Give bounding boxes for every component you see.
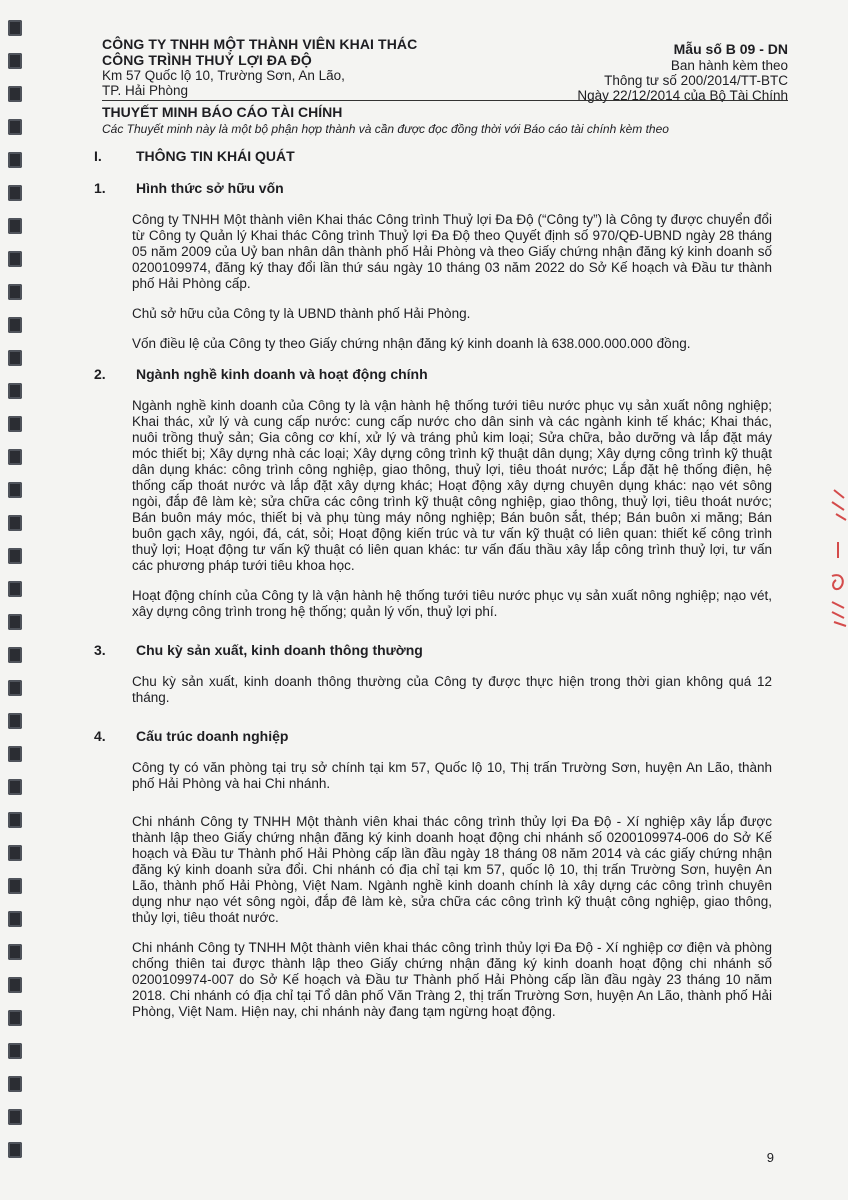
paragraph: Vốn điều lệ của Công ty theo Giấy chứng nhận đăng ký kinh doanh là 638.000.000.000 đồng. bbox=[132, 336, 691, 351]
binding-ring bbox=[8, 647, 22, 663]
subsection-title: Hình thức sở hữu vốn bbox=[136, 180, 284, 196]
binding-ring bbox=[8, 1109, 22, 1125]
company-address-line1: Km 57 Quốc lộ 10, Trường Sơn, An Lão, bbox=[102, 68, 345, 83]
company-name-line1: CÔNG TY TNHH MỘT THÀNH VIÊN KHAI THÁC bbox=[102, 36, 418, 52]
binding-ring bbox=[8, 416, 22, 432]
section-heading-i bbox=[94, 148, 295, 164]
paragraph: Chi nhánh Công ty TNHH Một thành viên khai thác công trình thủy lợi Đa Độ - Xí nghiệp cơ điện và phòng chống thiên tai được thành lập theo Giấy chứng nhận đăng ký kinh doanh hoạt động chi nhánh số 0200109974-007 do Sở Kế hoạch và Đầu tư Thành phố Hải Phòng cấp lần đầu ngày 23 tháng 10 năm 2018. Chi nhánh có địa chỉ tại Tổ dân phố Văn Tràng 2, thị trấn Trường Sơn, huyện An Lão, thành phố Hải Phòng, Việt Nam. Hiện nay, chi nhánh này đang tạm ngừng hoạt động. bbox=[132, 940, 772, 1019]
subsection-number: 4. bbox=[94, 728, 106, 744]
binding-ring bbox=[8, 779, 22, 795]
subsection-heading-3 bbox=[94, 642, 794, 658]
document-title: THUYẾT MINH BÁO CÁO TÀI CHÍNH bbox=[102, 104, 343, 120]
binding-ring bbox=[8, 20, 22, 36]
paragraph: Ngành nghề kinh doanh của Công ty là vận hành hệ thống tưới tiêu nước phục vụ sản xuất nông nghiệp; Khai thác, xử lý và cung cấp nước: cung cấp nước cho dân sinh và các ngành kinh tế khác; Khai thác, nuôi trồng thuỷ sản; Gia công cơ khí, xử lý và tráng phủ kim loại; Sửa chữa, bảo dưỡng và lắp đặt máy móc thiết bị; Xây dựng nhà các loại; Xây dựng công trình kỹ thuật dân dụng; Xây dựng công trình kỹ thuật dân dụng khác: công trình công nghiệp, giao thông, thuỷ lợi, tiêu thoát nước; Lắp đặt hệ thống điện, hệ thống cấp thoát nước và lắp đặt xây dựng khác; Hoạt động xây dựng chuyên dụng khác: nạo vét sông ngòi, đắp đê làm kè; sửa chữa các công trình kỹ thuật công nghiệp, giao thông, thuỷ lợi, tiêu thoát nước; Bán buôn máy móc, thiết bị và phụ tùng máy nông nghiệp; Bán buôn sắt, thép; Bán buôn xi măng; Bán buôn gạch xây, ngói, đá, cát, sỏi; Hoạt động kiến trúc và tư vấn kỹ thuật có liên quan: thiết kế công trình thuỷ lợi; Hoạt động tư vấn kỹ thuật có liên quan khác: tư vấn đấu thầu xây lắp công trình thuỷ lợi, tư vấn các phương pháp tưới tiêu khoa học. bbox=[132, 398, 772, 573]
binding-ring bbox=[8, 185, 22, 201]
binding-ring bbox=[8, 1142, 22, 1158]
paragraph: Chi nhánh Công ty TNHH Một thành viên khai thác công trình thủy lợi Đa Độ - Xí nghiệp xây lắp được thành lập theo Giấy chứng nhận đăng ký kinh doanh hoạt động chi nhánh số 0200109974-006 do Sở Kế hoạch và Đầu tư Thành phố Hải Phòng cấp lần đầu ngày 18 tháng 08 năm 2014 và các giấy chứng nhận đăng ký kinh doanh sửa đổi. Chi nhánh có địa chỉ tại km 57, quốc lộ 10, thị trấn Trường Sơn, huyện An Lão, thành phố Hải Phòng, Việt Nam. Ngành nghề kinh doanh chính là xây dựng các công trình chuyên dụng như nạo vét sông ngòi, đắp đê làm kè, sửa chữa các công trình kỹ thuật công nghiệp, giao thông, thủy lợi, tiêu thoát nước. bbox=[132, 814, 772, 925]
section-title: THÔNG TIN KHÁI QUÁT bbox=[136, 148, 295, 164]
subsection-number: 3. bbox=[94, 642, 106, 658]
binding-ring bbox=[8, 251, 22, 267]
binding-ring bbox=[8, 614, 22, 630]
section-number: I. bbox=[94, 148, 102, 164]
binding-ring bbox=[8, 86, 22, 102]
binding-ring bbox=[8, 746, 22, 762]
document-note: Các Thuyết minh này là một bộ phận hợp thành và cần được đọc đồng thời với Báo cáo tài chính kèm theo bbox=[102, 122, 669, 136]
binding-ring bbox=[8, 218, 22, 234]
binding-ring bbox=[8, 680, 22, 696]
binding-ring bbox=[8, 482, 22, 498]
subsection-heading-1 bbox=[94, 180, 794, 196]
binding-ring bbox=[8, 911, 22, 927]
binding-ring bbox=[8, 383, 22, 399]
stamp-edge-icon bbox=[814, 480, 848, 630]
paragraph: Chu kỳ sản xuất, kinh doanh thông thường của Công ty được thực hiện trong thời gian không quá 12 tháng. bbox=[132, 674, 772, 705]
binding-ring bbox=[8, 515, 22, 531]
paragraph: Hoạt động chính của Công ty là vận hành hệ thống tưới tiêu nước phục vụ sản xuất nông nghiệp; nạo vét, xây dựng công trình trong hệ thống; quản lý vốn, thuỷ lợi phí. bbox=[132, 588, 772, 619]
header-divider bbox=[102, 100, 788, 101]
binding-ring bbox=[8, 1076, 22, 1092]
subsection-heading-4 bbox=[94, 728, 794, 744]
binding-ring bbox=[8, 713, 22, 729]
subsection-title: Chu kỳ sản xuất, kinh doanh thông thường bbox=[136, 642, 423, 658]
binding-ring bbox=[8, 53, 22, 69]
subsection-number: 1. bbox=[94, 180, 106, 196]
binding-ring bbox=[8, 1043, 22, 1059]
body-content bbox=[94, 180, 794, 1034]
binding-ring bbox=[8, 119, 22, 135]
form-date-line: Ngày 22/12/2014 của Bộ Tài Chính bbox=[577, 88, 788, 103]
binding-ring bbox=[8, 350, 22, 366]
paragraph: Công ty TNHH Một thành viên Khai thác Công trình Thuỷ lợi Đa Độ (“Công ty”) là Công ty được chuyển đổi từ Công ty Quản lý Khai thác Công trình Thuỷ lợi Đa Độ theo Quyết định số 970/QĐ-UBND ngày 28 tháng 05 năm 2009 của Uỷ ban nhân dân thành phố Hải Phòng và theo Giấy chứng nhận đăng ký kinh doanh số 0200109974, đăng ký thay đổi lần thứ sáu ngày 10 tháng 03 năm 2022 do Sở Kế hoạch và Đầu tư thành phố Hải Phòng cấp. bbox=[132, 212, 772, 291]
subsection-number: 2. bbox=[94, 366, 106, 382]
paragraph: Chủ sở hữu của Công ty là UBND thành phố Hải Phòng. bbox=[132, 306, 471, 321]
binding-ring bbox=[8, 284, 22, 300]
binding-ring bbox=[8, 581, 22, 597]
binding-ring bbox=[8, 152, 22, 168]
binding-ring bbox=[8, 977, 22, 993]
binding-ring bbox=[8, 449, 22, 465]
company-address-line2: TP. Hải Phòng bbox=[102, 83, 189, 98]
company-name-line2: CÔNG TRÌNH THUỶ LỢI ĐA ĐỘ bbox=[102, 52, 312, 68]
binding-ring bbox=[8, 317, 22, 333]
binding-rings bbox=[8, 20, 24, 1180]
subsection-title: Ngành nghề kinh doanh và hoạt động chính bbox=[136, 366, 428, 382]
paragraph: Công ty có văn phòng tại trụ sở chính tại km 57, Quốc lộ 10, Thị trấn Trường Sơn, huyện An Lão, thành phố Hải Phòng và hai Chi nhánh. bbox=[132, 760, 772, 791]
page-number: 9 bbox=[766, 1150, 774, 1165]
binding-ring bbox=[8, 878, 22, 894]
subsection-title: Cấu trúc doanh nghiệp bbox=[136, 728, 289, 744]
binding-ring bbox=[8, 944, 22, 960]
binding-ring bbox=[8, 845, 22, 861]
form-code: Mẫu số B 09 - DN bbox=[673, 41, 788, 57]
form-circular-line: Thông tư số 200/2014/TT-BTC bbox=[604, 73, 788, 88]
subsection-heading-2 bbox=[94, 366, 794, 382]
form-reference-block bbox=[488, 40, 788, 103]
binding-ring bbox=[8, 1010, 22, 1026]
binding-ring bbox=[8, 548, 22, 564]
form-issued-line: Ban hành kèm theo bbox=[670, 58, 788, 73]
company-block bbox=[102, 36, 482, 98]
binding-ring bbox=[8, 812, 22, 828]
